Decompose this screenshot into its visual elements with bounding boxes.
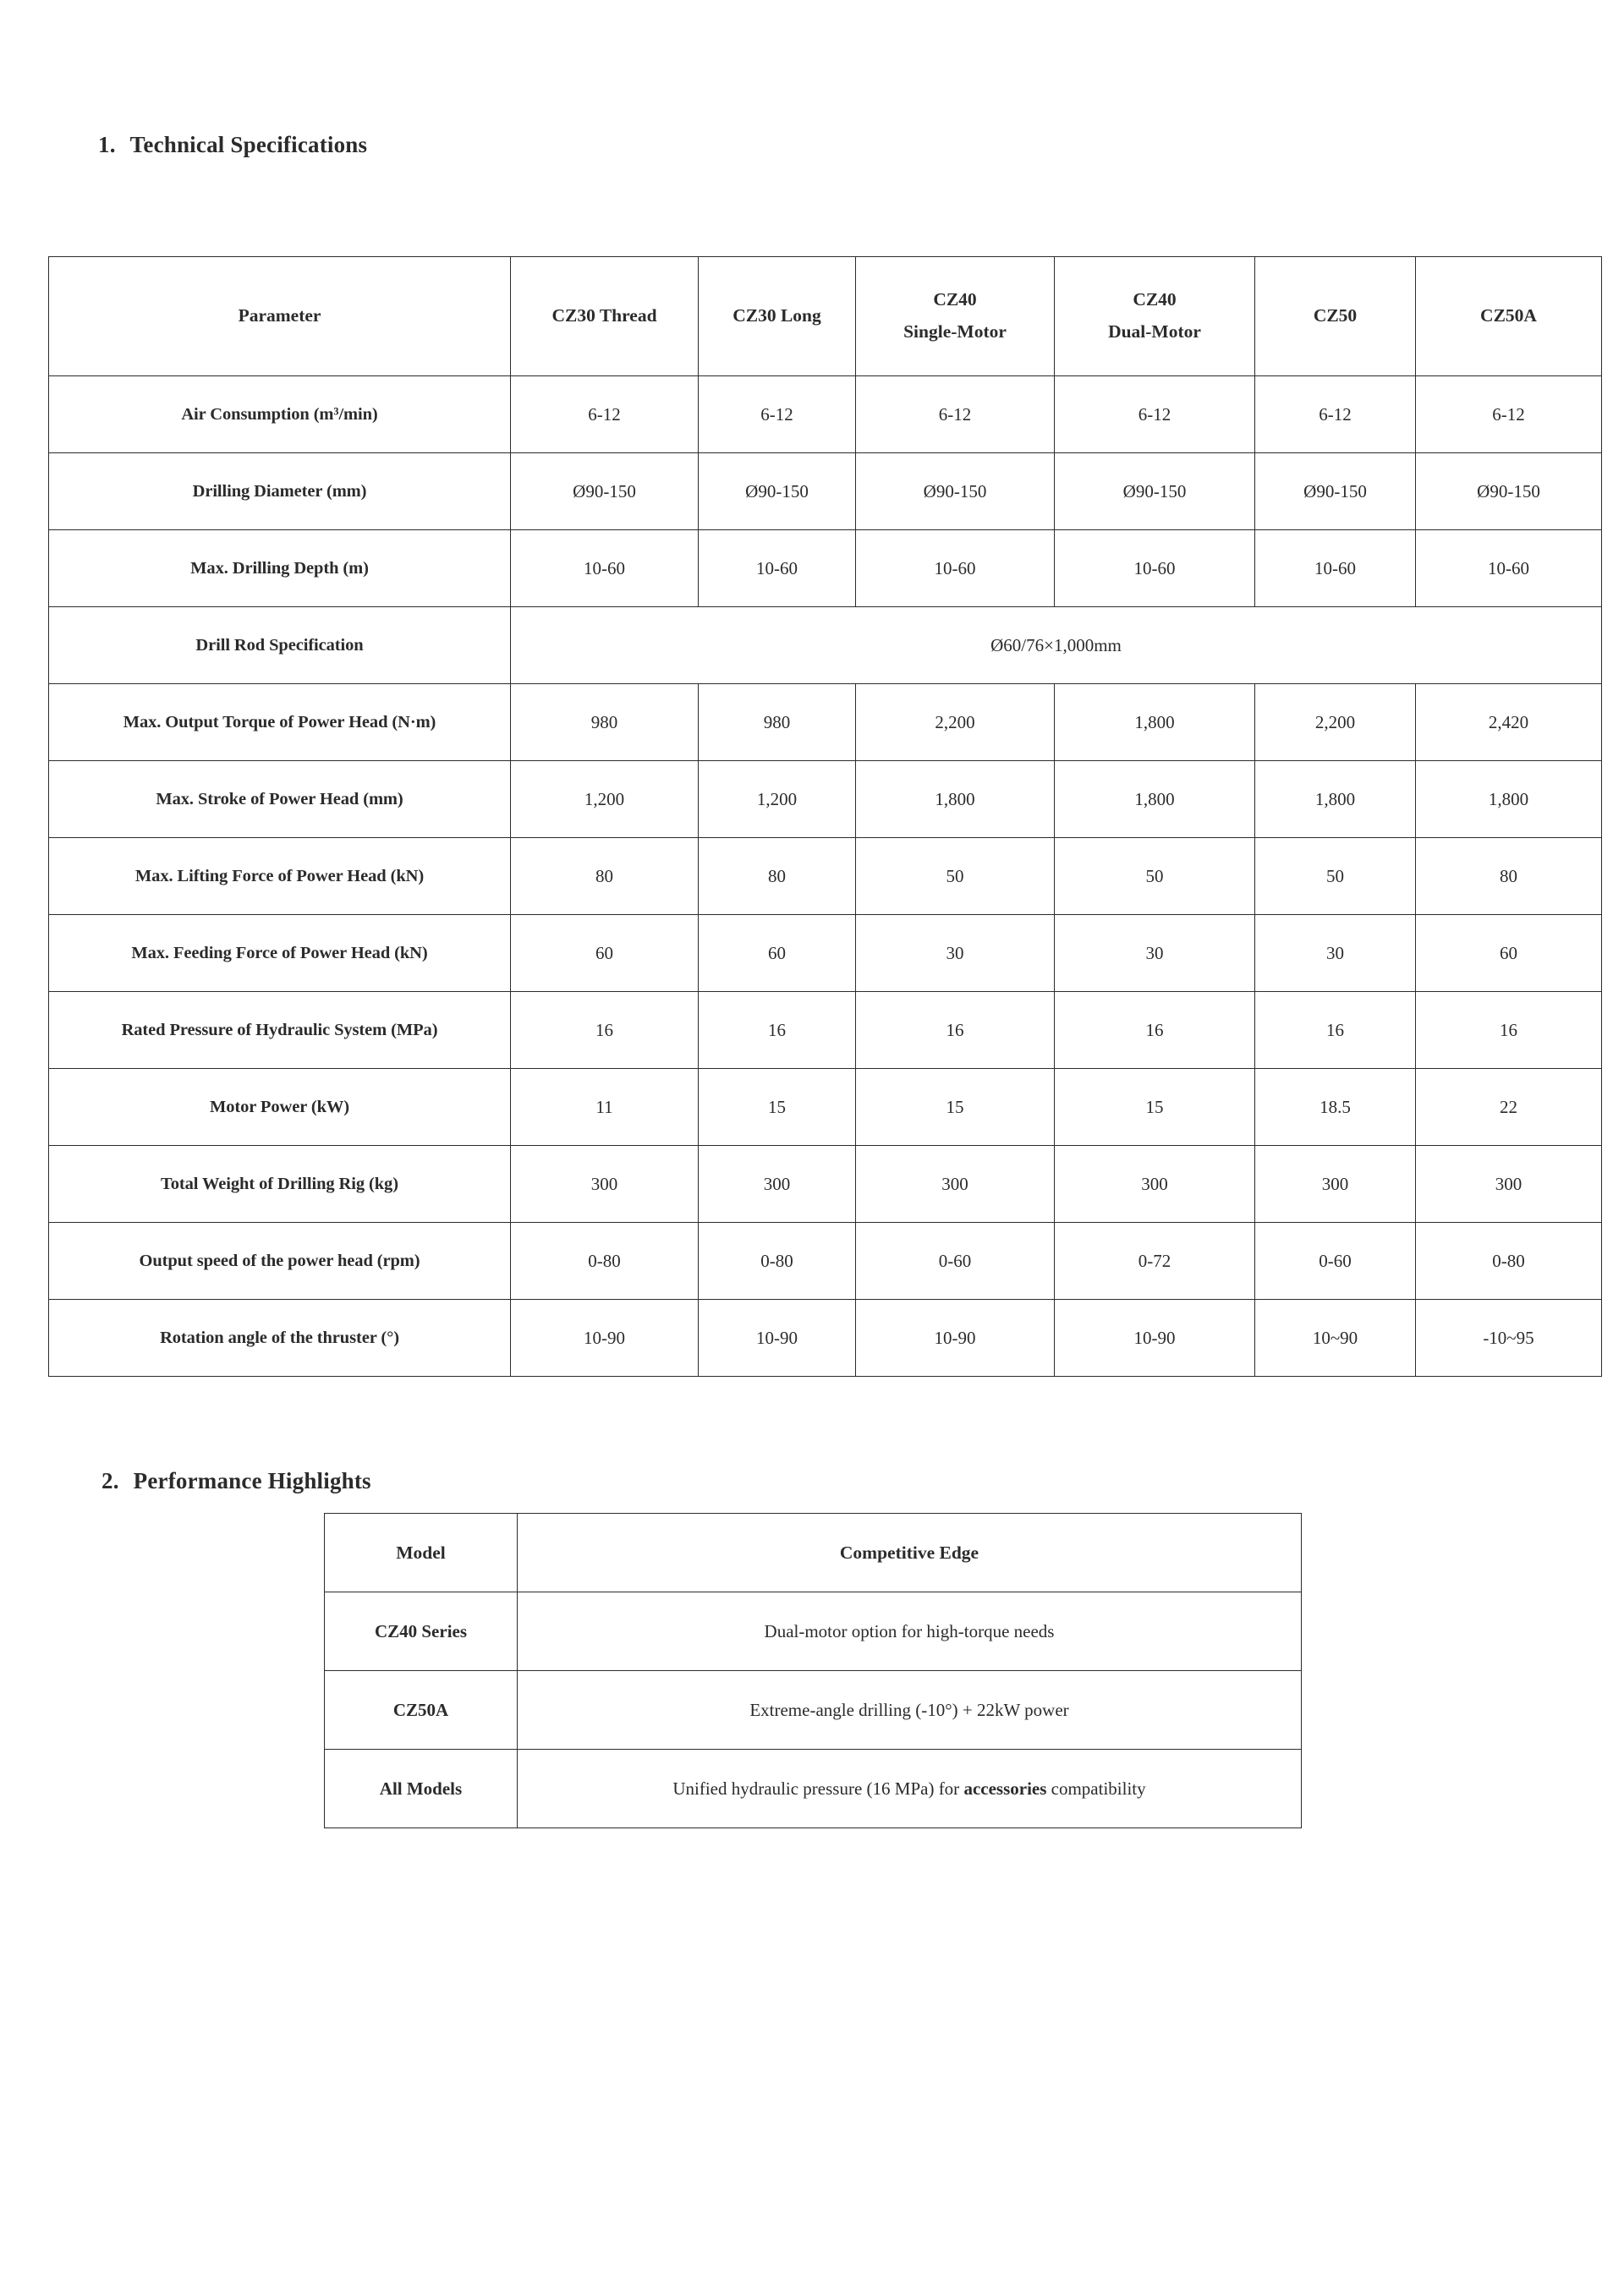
row-value: 16 <box>699 992 856 1069</box>
row-value: 6-12 <box>1055 376 1255 453</box>
row-value-competitive-edge <box>518 1592 1302 1671</box>
table-row <box>49 1223 1602 1300</box>
row-value-competitive-edge <box>518 1750 1302 1828</box>
row-label-model: CZ50A <box>325 1671 518 1750</box>
row-value: 1,200 <box>699 761 856 838</box>
column-header-parameter: Parameter <box>49 257 511 376</box>
row-label-model: All Models <box>325 1750 518 1828</box>
row-value: 16 <box>1055 992 1255 1069</box>
row-value: Ø90-150 <box>1055 453 1255 530</box>
table-row <box>49 761 1602 838</box>
row-value: 10-60 <box>1255 530 1416 607</box>
row-value-competitive-edge <box>518 1671 1302 1750</box>
row-value: 0-60 <box>1255 1223 1416 1300</box>
row-value: 1,200 <box>511 761 699 838</box>
column-header-cz30-thread: CZ30 Thread <box>511 257 699 376</box>
row-value: 10-60 <box>699 530 856 607</box>
column-header-line-1: CZ40 <box>1133 289 1177 310</box>
row-value: 1,800 <box>1255 761 1416 838</box>
row-value: 80 <box>699 838 856 915</box>
table-header-row <box>49 257 1602 376</box>
edge-text-emphasis: accessories <box>963 1778 1047 1799</box>
column-header-cz50a: CZ50A <box>1416 257 1602 376</box>
row-value: 10-60 <box>1055 530 1255 607</box>
row-label: Air Consumption (m³/min) <box>49 376 511 453</box>
row-label: Total Weight of Drilling Rig (kg) <box>49 1146 511 1223</box>
performance-highlights-table <box>324 1513 1302 1828</box>
row-value: 10-90 <box>699 1300 856 1377</box>
column-header-cz30-long: CZ30 Long <box>699 257 856 376</box>
row-value: 50 <box>1055 838 1255 915</box>
column-header-model: Model <box>325 1514 518 1592</box>
row-label: Max. Lifting Force of Power Head (kN) <box>49 838 511 915</box>
edge-text-suffix: compatibility <box>1046 1778 1146 1799</box>
row-value: 15 <box>856 1069 1055 1146</box>
row-label: Rated Pressure of Hydraulic System (MPa) <box>49 992 511 1069</box>
column-header-cz50: CZ50 <box>1255 257 1416 376</box>
row-value: 2,420 <box>1416 684 1602 761</box>
row-value: 10~90 <box>1255 1300 1416 1377</box>
row-value: 1,800 <box>1055 684 1255 761</box>
table-row <box>49 453 1602 530</box>
table-row <box>49 607 1602 684</box>
row-value: 18.5 <box>1255 1069 1416 1146</box>
row-label-model: CZ40 Series <box>325 1592 518 1671</box>
row-value: 1,800 <box>1055 761 1255 838</box>
row-value: 60 <box>511 915 699 992</box>
section-title: Technical Specifications <box>129 132 368 157</box>
row-label: Rotation angle of the thruster (°) <box>49 1300 511 1377</box>
column-header-line-1: CZ40 <box>933 289 977 310</box>
row-value: 6-12 <box>1255 376 1416 453</box>
row-value: 300 <box>1416 1146 1602 1223</box>
table-row <box>49 684 1602 761</box>
table-header-row <box>325 1514 1302 1592</box>
row-label: Max. Output Torque of Power Head (N·m) <box>49 684 511 761</box>
edge-text-prefix: Extreme-angle drilling (-10°) + 22kW power <box>749 1699 1069 1720</box>
row-value: 15 <box>1055 1069 1255 1146</box>
edge-text-prefix: Dual-motor option for high-torque needs <box>764 1620 1055 1641</box>
section-title: Performance Highlights <box>133 1468 371 1493</box>
row-value: 2,200 <box>1255 684 1416 761</box>
row-value: Ø90-150 <box>856 453 1055 530</box>
row-value: 300 <box>699 1146 856 1223</box>
row-value: 300 <box>511 1146 699 1223</box>
row-value: 300 <box>1055 1146 1255 1223</box>
table-row <box>49 1300 1602 1377</box>
row-value: 16 <box>1416 992 1602 1069</box>
edge-text-prefix: Unified hydraulic pressure (16 MPa) for <box>672 1778 964 1799</box>
row-value: 10-90 <box>511 1300 699 1377</box>
row-label: Max. Stroke of Power Head (mm) <box>49 761 511 838</box>
row-value: 10-60 <box>1416 530 1602 607</box>
row-value: 10-90 <box>1055 1300 1255 1377</box>
row-value: 300 <box>1255 1146 1416 1223</box>
table-row <box>325 1671 1302 1750</box>
row-value: 50 <box>1255 838 1416 915</box>
table-row <box>49 1146 1602 1223</box>
row-value-merged: Ø60/76×1,000mm <box>511 607 1602 684</box>
row-value: 22 <box>1416 1069 1602 1146</box>
section-heading-performance-highlights <box>102 1468 371 1494</box>
table-row <box>49 992 1602 1069</box>
row-value: 6-12 <box>1416 376 1602 453</box>
row-value: 0-80 <box>511 1223 699 1300</box>
technical-specifications-table <box>48 256 1602 1377</box>
row-value: 16 <box>1255 992 1416 1069</box>
row-label: Max. Feeding Force of Power Head (kN) <box>49 915 511 992</box>
table-row <box>325 1592 1302 1671</box>
row-value: 0-60 <box>856 1223 1055 1300</box>
row-value: Ø90-150 <box>1416 453 1602 530</box>
row-value: 80 <box>1416 838 1602 915</box>
row-value: 16 <box>511 992 699 1069</box>
row-value: 30 <box>1055 915 1255 992</box>
section-number: 2. <box>102 1468 119 1493</box>
row-value: 80 <box>511 838 699 915</box>
row-value: 30 <box>856 915 1055 992</box>
row-value: 6-12 <box>856 376 1055 453</box>
row-value: 15 <box>699 1069 856 1146</box>
column-header-line-2: Dual-Motor <box>1108 321 1201 342</box>
row-value: 60 <box>1416 915 1602 992</box>
table-row <box>49 530 1602 607</box>
row-value: 50 <box>856 838 1055 915</box>
column-header-cz40-single-motor <box>856 257 1055 376</box>
row-value: Ø90-150 <box>511 453 699 530</box>
row-value: 10-90 <box>856 1300 1055 1377</box>
section-number: 1. <box>98 132 116 157</box>
table-row <box>49 915 1602 992</box>
row-value: 980 <box>699 684 856 761</box>
row-value: 300 <box>856 1146 1055 1223</box>
row-value: -10~95 <box>1416 1300 1602 1377</box>
row-value: Ø90-150 <box>699 453 856 530</box>
row-label: Motor Power (kW) <box>49 1069 511 1146</box>
table-row <box>49 838 1602 915</box>
row-value: 16 <box>856 992 1055 1069</box>
row-value: 60 <box>699 915 856 992</box>
row-value: Ø90-150 <box>1255 453 1416 530</box>
section-heading-technical-specifications <box>98 132 367 158</box>
row-value: 1,800 <box>856 761 1055 838</box>
row-value: 6-12 <box>511 376 699 453</box>
row-label: Drilling Diameter (mm) <box>49 453 511 530</box>
column-header-cz40-dual-motor <box>1055 257 1255 376</box>
row-value: 2,200 <box>856 684 1055 761</box>
row-value: 30 <box>1255 915 1416 992</box>
table-row <box>325 1750 1302 1828</box>
row-value: 0-80 <box>699 1223 856 1300</box>
row-label: Output speed of the power head (rpm) <box>49 1223 511 1300</box>
row-value: 980 <box>511 684 699 761</box>
column-header-competitive-edge: Competitive Edge <box>518 1514 1302 1592</box>
row-value: 10-60 <box>856 530 1055 607</box>
row-value: 0-80 <box>1416 1223 1602 1300</box>
row-value: 0-72 <box>1055 1223 1255 1300</box>
row-value: 1,800 <box>1416 761 1602 838</box>
row-value: 6-12 <box>699 376 856 453</box>
table-row <box>49 376 1602 453</box>
row-value: 11 <box>511 1069 699 1146</box>
table-row <box>49 1069 1602 1146</box>
row-label: Drill Rod Specification <box>49 607 511 684</box>
row-value: 10-60 <box>511 530 699 607</box>
row-label: Max. Drilling Depth (m) <box>49 530 511 607</box>
column-header-line-2: Single-Motor <box>903 321 1007 342</box>
